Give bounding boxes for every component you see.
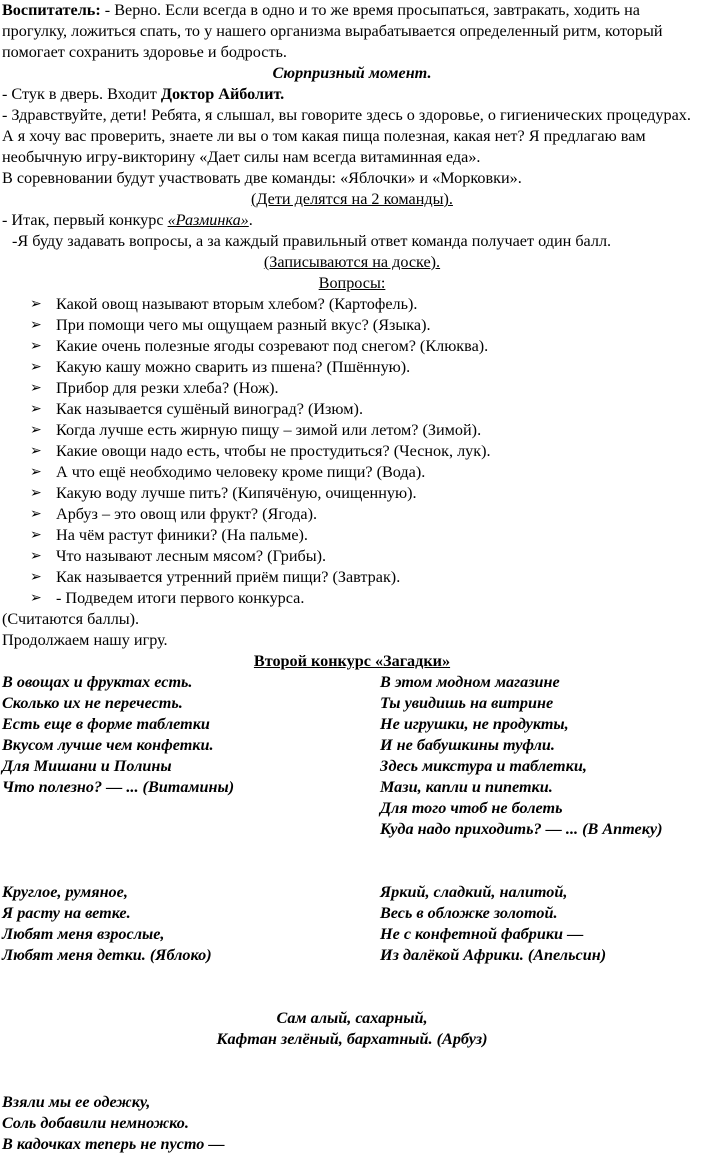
list-item: [30, 420, 702, 441]
riddle-line: Весь в обложке золотой.: [380, 904, 558, 922]
riddle-vitamins: [2, 672, 380, 840]
question-text: Какую воду лучше пить? (Кипячёную, очищенную).: [56, 484, 417, 502]
first-contest-name: «Разминка»: [167, 211, 249, 229]
arrow-bullet-icon: ➢: [30, 486, 42, 501]
riddle-line: Здесь микстура и таблетки,: [380, 757, 587, 775]
riddle-line: Вкусом лучше чем конфетки.: [2, 736, 214, 754]
spacer: [2, 1050, 702, 1092]
riddle-orange: [380, 882, 702, 966]
questions-list: [2, 294, 702, 609]
list-item: [30, 378, 702, 399]
arrow-bullet-icon: ➢: [30, 402, 42, 417]
intro-speaker: Воспитатель:: [2, 1, 101, 19]
question-text: Какие очень полезные ягоды созревают под снегом? (Клюква).: [56, 337, 489, 355]
riddle-line: Кафтан зелёный, бархатный. (Арбуз): [216, 1030, 488, 1048]
first-contest-suffix: .: [248, 211, 253, 229]
question-text: Какую кашу можно сварить из пшена? (Пшённую).: [56, 358, 411, 376]
riddle-last: [2, 1092, 702, 1155]
question-text: При помощи чего мы ощущаем разный вкус? (Языка).: [56, 316, 431, 334]
riddle-line: Куда надо приходить? — ... (В Аптеку): [380, 820, 663, 838]
teams-line: В соревновании будут участвовать две команды: «Яблочки» и «Морковки».: [2, 169, 522, 187]
riddle-line: Не игрушки, не продукты,: [380, 715, 569, 733]
riddles-row-1: [2, 672, 702, 840]
questions-heading-text: Вопросы:: [318, 274, 386, 292]
arrow-bullet-icon: ➢: [30, 528, 42, 543]
list-item: [30, 504, 702, 525]
list-item: [30, 567, 702, 588]
teams-note-text: (Дети делятся на 2 команды).: [251, 190, 453, 208]
continue-line: Продолжаем нашу игру.: [2, 631, 168, 649]
list-item: [30, 546, 702, 567]
riddle-line: Я расту на ветке.: [2, 904, 131, 922]
riddle-line: Сколько их не перечесть.: [2, 694, 183, 712]
riddle-line: Любят меня взрослые,: [2, 925, 165, 943]
question-text: Что называют лесным мясом? (Грибы).: [56, 547, 327, 565]
list-item: [30, 441, 702, 462]
list-item: [30, 336, 702, 357]
board-note: [2, 252, 702, 273]
question-text: Какие овощи надо есть, чтобы не простудиться? (Чеснок, лук).: [56, 442, 491, 460]
teams-note: [2, 189, 702, 210]
arrow-bullet-icon: ➢: [30, 465, 42, 480]
riddle-line: В овощах и фруктах есть.: [2, 673, 193, 691]
surprise-heading: Сюрпризный момент.: [272, 64, 432, 82]
question-text: Какой овощ называют вторым хлебом? (Картофель).: [56, 295, 418, 313]
question-text: Как называется сушёный виноград? (Изюм).: [56, 400, 363, 418]
list-item: [30, 357, 702, 378]
knock-line: [2, 84, 702, 105]
riddle-line: Ты увидишь на витрине: [380, 694, 554, 712]
riddle-line: Не с конфетной фабрики —: [380, 925, 584, 943]
question-text: Прибор для резки хлеба? (Нож).: [56, 379, 279, 397]
arrow-bullet-icon: ➢: [30, 444, 42, 459]
arrow-bullet-icon: ➢: [30, 591, 42, 606]
question-text: Как называется утренний приём пищи? (Завтрак).: [56, 568, 401, 586]
riddle-line: В этом модном магазине: [380, 673, 560, 691]
list-item: [30, 294, 702, 315]
riddle-watermelon: [2, 1008, 702, 1050]
intro-paragraph: [2, 0, 702, 63]
riddle-line: Для Мишани и Полины: [2, 757, 172, 775]
rules-line: -Я буду задавать вопросы, а за каждый правильный ответ команда получает один балл.: [12, 232, 612, 250]
arrow-bullet-icon: ➢: [30, 381, 42, 396]
spacer: [2, 840, 702, 882]
second-contest-heading-text: Второй конкурс «Загадки»: [253, 652, 451, 670]
arrow-bullet-icon: ➢: [30, 297, 42, 312]
arrow-bullet-icon: ➢: [30, 318, 42, 333]
arrow-bullet-icon: ➢: [30, 423, 42, 438]
spacer: [2, 966, 702, 1008]
first-contest-prefix: - Итак, первый конкурс: [2, 211, 168, 229]
first-contest-line: [2, 210, 702, 231]
riddle-apple: [2, 882, 380, 966]
riddle-line: В кадочках теперь не пусто —: [2, 1135, 225, 1153]
question-text: Когда лучше есть жирную пищу – зимой или летом? (Зимой).: [56, 421, 482, 439]
arrow-bullet-icon: ➢: [30, 339, 42, 354]
riddle-line: Взяли мы ее одежку,: [2, 1093, 151, 1111]
score-note: (Считаются баллы).: [2, 610, 140, 628]
riddle-line: Из далёкой Африки. (Апельсин): [380, 946, 607, 964]
arrow-bullet-icon: ➢: [30, 549, 42, 564]
question-text: А что ещё необходимо человеку кроме пищи? (Вода).: [56, 463, 426, 481]
second-contest-heading: [2, 651, 702, 672]
list-item: [30, 588, 702, 609]
riddle-pharmacy: [380, 672, 702, 840]
list-item: [30, 525, 702, 546]
questions-heading: [2, 273, 702, 294]
riddle-line: Что полезно? — ... (Витамины): [2, 778, 235, 796]
riddle-line: Яркий, сладкий, налитой,: [380, 883, 568, 901]
arrow-bullet-icon: ➢: [30, 360, 42, 375]
arrow-bullet-icon: ➢: [30, 570, 42, 585]
list-item: [30, 462, 702, 483]
riddles-row-2: [2, 882, 702, 966]
question-text: На чём растут финики? (На пальме).: [56, 526, 308, 544]
doctor-name: Доктор Айболит.: [160, 85, 285, 103]
riddle-line: Соль добавили немножко.: [2, 1114, 189, 1132]
greeting-paragraph: - Здравствуйте, дети! Ребята, я слышал, вы говорите здесь о здоровье, о гигиенических процедурах. А я хочу вас проверить, знаете ли вы о том какая пища полезная, какая нет? Я предлагаю вам необычную игру-викторину «Дает силы нам всегда витаминная еда».: [2, 106, 691, 166]
knock-prefix: - Стук в дверь. Входит: [2, 85, 161, 103]
riddle-line: Любят меня детки. (Яблоко): [2, 946, 212, 964]
riddle-line: Круглое, румяное,: [2, 883, 128, 901]
list-item: [30, 483, 702, 504]
riddle-line: Сам алый, сахарный,: [276, 1009, 428, 1027]
intro-text: - Верно. Если всегда в одно и то же время просыпаться, завтракать, ходить на прогулку, ложиться спать, то у нашего организма вырабатывается определенный ритм, который помогает сохранить здоровье и бодрость.: [2, 1, 663, 61]
arrow-bullet-icon: ➢: [30, 507, 42, 522]
list-item: [30, 399, 702, 420]
riddle-line: И не бабушкины туфли.: [380, 736, 555, 754]
riddle-line: Для того чтоб не болеть: [380, 799, 563, 817]
list-item: [30, 315, 702, 336]
question-text: - Подведем итоги первого конкурса.: [56, 589, 305, 607]
riddle-line: Мази, капли и пипетки.: [380, 778, 553, 796]
board-note-text: (Записываются на доске).: [263, 253, 441, 271]
question-text: Арбуз – это овощ или фрукт? (Ягода).: [56, 505, 318, 523]
riddle-line: Есть еще в форме таблетки: [2, 715, 210, 733]
